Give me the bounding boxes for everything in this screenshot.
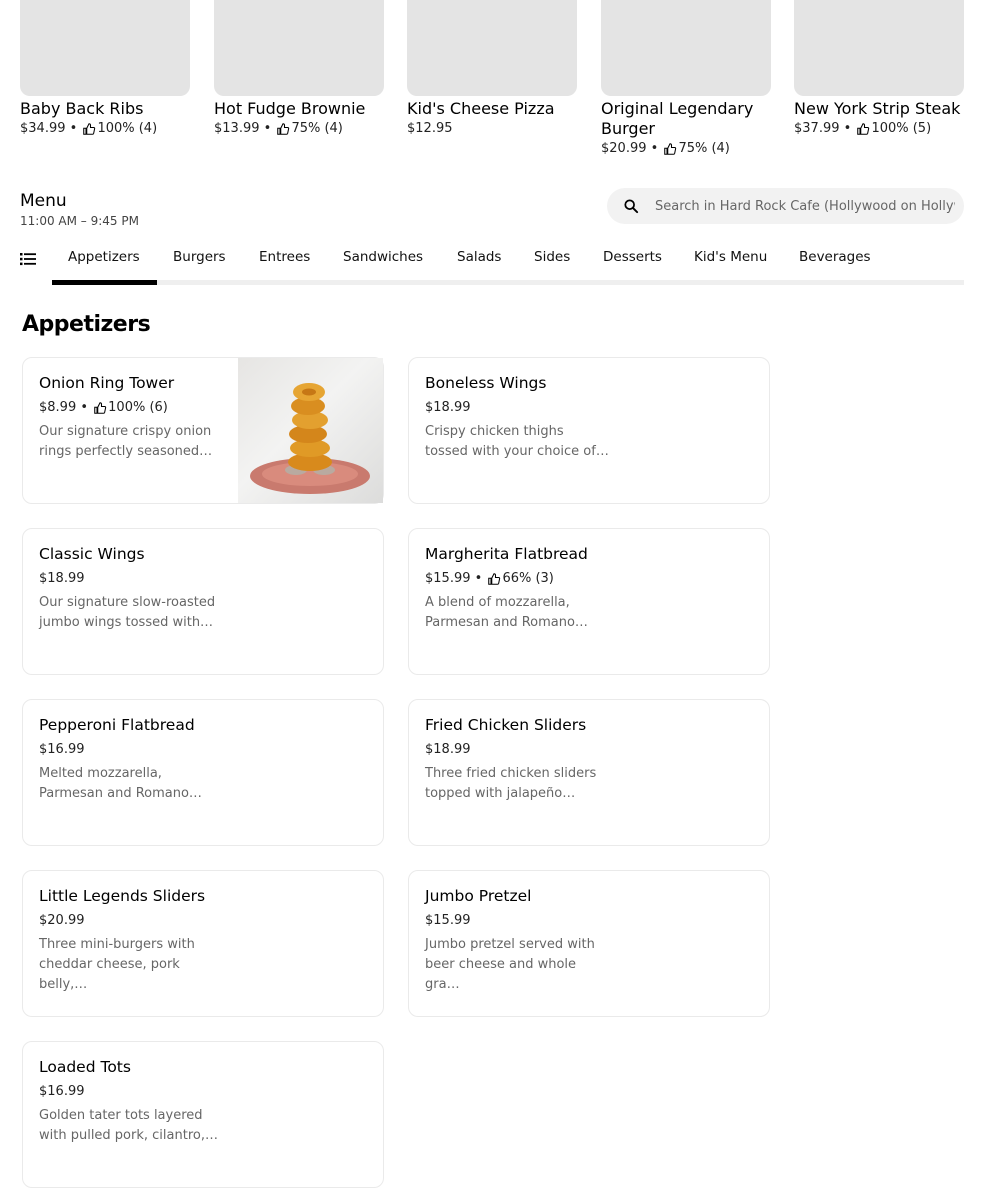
featured-item-rating: 75% (4): [291, 121, 343, 136]
thumbs-up-icon: [277, 123, 289, 135]
tab-active-indicator: [52, 280, 157, 285]
menu-item-name: Loaded Tots: [39, 1058, 131, 1076]
menu-item-card[interactable]: [408, 699, 770, 846]
menu-item-description: Crispy chicken thighs tossed with your choice of…: [425, 424, 609, 459]
featured-item-meta: $37.99 • 100% (5): [794, 119, 964, 139]
tabs-track: [52, 280, 964, 285]
featured-item-meta: [407, 119, 577, 139]
menu-item-card[interactable]: [22, 357, 384, 504]
menu-item-card[interactable]: [22, 699, 384, 846]
menu-item-name: Little Legends Sliders: [39, 887, 206, 905]
menu-item-price: $15.99: [425, 913, 471, 928]
featured-item-price: $13.99: [214, 121, 260, 136]
menu-search[interactable]: [607, 188, 964, 224]
menu-item-meta: [39, 740, 85, 760]
featured-item-image[interactable]: [601, 0, 771, 96]
menu-item-meta: [39, 1082, 85, 1102]
menu-item-name: Classic Wings: [39, 545, 145, 563]
menu-item-meta: [425, 398, 471, 418]
menu-title: Menu: [20, 191, 67, 211]
tab-kids-menu[interactable]: Kid's Menu: [694, 249, 768, 265]
featured-item-name[interactable]: New York Strip Steak: [794, 99, 961, 118]
featured-item-name[interactable]: Original Legendary Burger: [601, 99, 754, 138]
tab-sides[interactable]: Sides: [534, 249, 571, 265]
featured-item-image[interactable]: [214, 0, 384, 96]
featured-item-price: $20.99: [601, 141, 647, 156]
menu-item-card[interactable]: [408, 357, 770, 504]
featured-item[interactable]: [214, 0, 384, 139]
menu-item-meta: [39, 569, 85, 589]
menu-item-description: Our signature crispy onion rings perfectly seasoned…: [39, 424, 213, 459]
menu-item-description: Three mini-burgers with cheddar cheese, pork belly,…: [39, 937, 195, 992]
featured-item-rating: 75% (4): [678, 141, 730, 156]
featured-item-meta: $20.99 • 75% (4): [601, 139, 771, 159]
menu-item-price: $18.99: [39, 571, 85, 586]
menu-item-description: Melted mozzarella, Parmesan and Romano…: [39, 766, 202, 801]
menu-item-description: Three fried chicken sliders topped with jalapeño…: [425, 766, 597, 801]
tab-desserts[interactable]: Desserts: [603, 249, 662, 265]
menu-item-card[interactable]: [22, 870, 384, 1017]
menu-item-name: Onion Ring Tower: [39, 374, 175, 392]
tab-sandwiches[interactable]: Sandwiches: [343, 249, 424, 265]
menu-item-name: Margherita Flatbread: [425, 545, 588, 563]
menu-item-description: A blend of mozzarella, Parmesan and Romano…: [425, 595, 588, 630]
featured-item-name[interactable]: Baby Back Ribs: [20, 99, 144, 118]
featured-item[interactable]: [407, 0, 577, 139]
featured-item[interactable]: [794, 0, 964, 139]
menu-item-card[interactable]: [22, 1041, 384, 1188]
menu-item-rating: 66% (3): [502, 571, 554, 586]
thumbs-up-icon: [83, 123, 95, 135]
search-input[interactable]: [655, 199, 955, 214]
menu-item-price: $15.99: [425, 571, 471, 586]
thumbs-up-icon: [664, 143, 676, 155]
menu-item-meta: [425, 740, 471, 760]
featured-item-image[interactable]: [794, 0, 964, 96]
menu-item-name: Pepperoni Flatbread: [39, 716, 195, 734]
featured-item-name[interactable]: Hot Fudge Brownie: [214, 99, 366, 118]
menu-item-price: $16.99: [39, 1084, 85, 1099]
featured-items: [20, 0, 964, 160]
tab-burgers[interactable]: Burgers: [173, 249, 226, 265]
category-tabs: [20, 238, 964, 285]
tab-entrees[interactable]: Entrees: [259, 249, 311, 265]
featured-item-meta: $34.99 • 100% (4): [20, 119, 190, 139]
menu-item-rating: 100% (6): [108, 400, 168, 415]
featured-item-image[interactable]: [407, 0, 577, 96]
featured-item-name[interactable]: Kid's Cheese Pizza: [407, 99, 555, 118]
menu-item-meta: $15.99 • 66% (3): [425, 569, 554, 589]
menu-item-price: $18.99: [425, 742, 471, 757]
featured-item-price: $37.99: [794, 121, 840, 136]
menu-item-price: $8.99: [39, 400, 77, 415]
menu-item-card[interactable]: [408, 870, 770, 1017]
menu-item-price: $16.99: [39, 742, 85, 757]
menu-item-meta: [39, 911, 85, 931]
menu-item-meta: $8.99 • 100% (6): [39, 398, 168, 418]
list-icon[interactable]: [20, 252, 36, 266]
menu-item-price: $18.99: [425, 400, 471, 415]
featured-item[interactable]: [20, 0, 190, 139]
section-title: Appetizers: [22, 312, 151, 337]
tab-appetizers[interactable]: Appetizers: [68, 249, 140, 265]
featured-item-meta: $13.99 • 75% (4): [214, 119, 384, 139]
menu-item-meta: [425, 911, 471, 931]
thumbs-up-icon: [857, 123, 869, 135]
menu-item-description: Jumbo pretzel served with beer cheese and whole gra…: [425, 937, 595, 992]
featured-item-image[interactable]: [20, 0, 190, 96]
menu-item-description: Golden tater tots layered with pulled pork, cilantro,…: [39, 1108, 218, 1143]
menu-item-price: $20.99: [39, 913, 85, 928]
featured-item-price: $34.99: [20, 121, 66, 136]
tab-beverages[interactable]: Beverages: [799, 249, 871, 265]
search-icon: [607, 199, 655, 213]
menu-item-name: Jumbo Pretzel: [425, 887, 532, 905]
menu-hours: 11:00 AM – 9:45 PM: [20, 214, 139, 228]
featured-item-price: $12.95: [407, 121, 453, 136]
menu-item-description: Our signature slow-roasted jumbo wings tossed with…: [39, 595, 216, 630]
menu-item-card[interactable]: [408, 528, 770, 675]
tab-salads[interactable]: Salads: [457, 249, 502, 265]
menu-item-name: Fried Chicken Sliders: [425, 716, 587, 734]
featured-item[interactable]: [601, 0, 771, 159]
featured-item-rating: 100% (4): [97, 121, 158, 136]
menu-item-name: Boneless Wings: [425, 374, 547, 392]
thumbs-up-icon: [94, 402, 106, 414]
menu-item-card[interactable]: [22, 528, 384, 675]
thumbs-up-icon: [488, 573, 500, 585]
featured-item-rating: 100% (5): [871, 121, 932, 136]
onion-ring-tower-image[interactable]: [238, 358, 383, 503]
